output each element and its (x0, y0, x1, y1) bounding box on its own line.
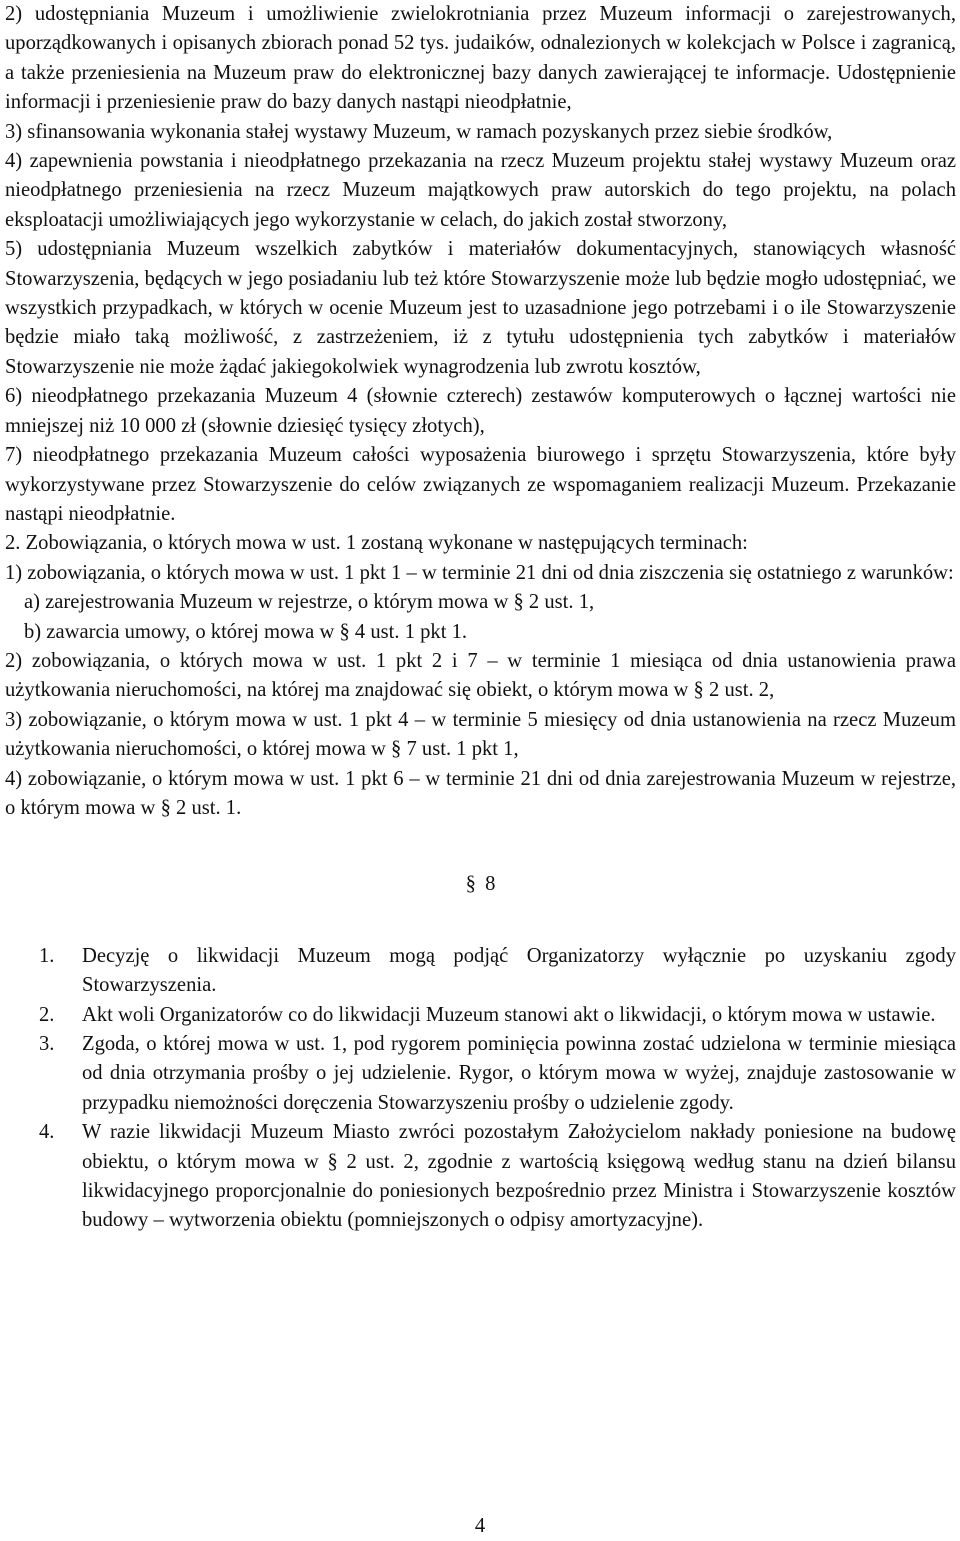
list-item-text: Akt woli Organizatorów co do likwidacji Muzeum stanowi akt o likwidacji, o którym mowa w ustawie. (82, 1003, 936, 1026)
section-symbol: § (465, 873, 476, 896)
body-paragraph: a) zarejestrowania Muzeum w rejestrze, o którym mowa w § 2 ust. 1, (24, 591, 595, 614)
section-number: 8 (485, 873, 496, 896)
body-paragraph: 3) zobowiązanie, o którym mowa w ust. 1 pkt 4 – w terminie 5 miesięcy od dnia ustanowienia na rzecz Muzeum użytkowania nieruchomości, o której mowa w § 7 ust. 1 pkt 1, (5, 708, 956, 761)
list-item (5, 1118, 956, 1236)
numbered-list (5, 942, 956, 1236)
document-page (5, 0, 956, 1236)
list-item-number: 4. (39, 1121, 55, 1144)
body-paragraph: 7) nieodpłatnego przekazania Muzeum całości wyposażenia biurowego i sprzętu Stowarzyszenia, które były wykorzystywane przez Stowarzyszenie do celów związanych ze wspomaganiem realizacji Muzeum. Przekazanie nastąpi nieodpłatnie. (5, 444, 956, 525)
page-number: 4 (474, 1515, 486, 1537)
body-paragraph: 5) udostępniania Muzeum wszelkich zabytków i materiałów dokumentacyjnych, stanowiących własność Stowarzyszenia, będących w jego posiadaniu lub też które Stowarzyszenie może lub będzie mogło udostępniać, we wszystkich przypadkach, w których w ocenie Muzeum jest to uzasadnione jego potrzebami i o ile Stowarzyszenie będzie miało taką możliwość, z zastrzeżeniem, iż z tytułu udostępnienia tych zabytków i materiałów Stowarzyszenie nie może żądać jakiegokolwiek wynagrodzenia lub zwrotu kosztów, (5, 238, 956, 378)
body-paragraph: 1) zobowiązania, o których mowa w ust. 1 pkt 1 – w terminie 21 dni od dnia ziszczenia się ostatniego z warunków: (5, 561, 954, 584)
list-item-number: 1. (39, 944, 55, 967)
section-heading (5, 870, 956, 899)
body-paragraph: 2) zobowiązania, o których mowa w ust. 1 pkt 2 i 7 – w terminie 1 miesiąca od dnia ustanowienia prawa użytkowania nieruchomości, na której ma znajdować się obiekt, o którym mowa w § 2 ust. 2, (5, 649, 956, 702)
body-paragraph: 2. Zobowiązania, o których mowa w ust. 1 zostaną wykonane w następujących terminach: (5, 532, 748, 555)
list-item (5, 1030, 956, 1118)
list-item-text: W razie likwidacji Muzeum Miasto zwróci pozostałym Założycielom nakłady poniesione na budowę obiektu, o którym mowa w § 2 ust. 2, zgodnie z wartością księgową według stanu na dzień bilansu likwidacyjnego proporcjonalnie do poniesionych bezpośrednio przez Ministra i Stowarzyszenie kosztów budowy – wytworzenia obiektu (pomniejszonych o odpisy amortyzacyjne). (82, 1121, 956, 1232)
body-paragraph: b) zawarcia umowy, o której mowa w § 4 ust. 1 pkt 1. (24, 620, 468, 643)
list-item (5, 1001, 956, 1030)
body-paragraph: 2) udostępniania Muzeum i umożliwienie zwielokrotniania przez Muzeum informacji o zarejestrowanych, uporządkowanych i opisanych zbiorach ponad 52 tys. judaików, odnalezionych w kolekcjach w Polsce i zagranicą, a także przeniesienia na Muzeum praw do elektronicznej bazy danych zawierającej te informacje. Udostępnienie informacji i przeniesienie praw do bazy danych nastąpi nieodpłatnie, (5, 3, 956, 114)
body-paragraph: 4) zapewnienia powstania i nieodpłatnego przekazania na rzecz Muzeum projektu stałej wystawy Muzeum oraz nieodpłatnego przeniesienia na rzecz Muzeum majątkowych praw autorskich do tego projektu, na polach eksploatacji umożliwiających jego wykorzystanie w celach, do jakich został stworzony, (5, 150, 956, 231)
list-item-number: 2. (39, 1003, 55, 1026)
list-item-text: Zgoda, o której mowa w ust. 1, pod rygorem pominięcia powinna zostać udzielona w terminie miesiąca od dnia otrzymania prośby o jej udzielenie. Rygor, o którym mowa w wyżej, znajduje zastosowanie w przypadku niemożności doręczenia Stowarzyszeniu prośby o udzielenie zgody. (82, 1033, 956, 1114)
body-paragraph: 4) zobowiązanie, o którym mowa w ust. 1 pkt 6 – w terminie 21 dni od dnia zarejestrowania Muzeum w rejestrze, o którym mowa w § 2 ust. 1. (5, 767, 956, 819)
body-paragraph: 6) nieodpłatnego przekazania Muzeum 4 (słownie czterech) zestawów komputerowych o łącznej wartości nie mniejszej niż 10 000 zł (słownie dziesięć tysięcy złotych), (5, 385, 956, 437)
list-item-number: 3. (39, 1033, 55, 1055)
document-body (5, 0, 956, 823)
list-item-text: Decyzję o likwidacji Muzeum mogą podjąć Organizatorzy wyłącznie po uzyskaniu zgody Stowarzyszenia. (82, 944, 956, 997)
body-paragraph: 3) sfinansowania wykonania stałej wystawy Muzeum, w ramach pozyskanych przez siebie środków, (5, 120, 833, 143)
list-item (5, 942, 956, 1001)
